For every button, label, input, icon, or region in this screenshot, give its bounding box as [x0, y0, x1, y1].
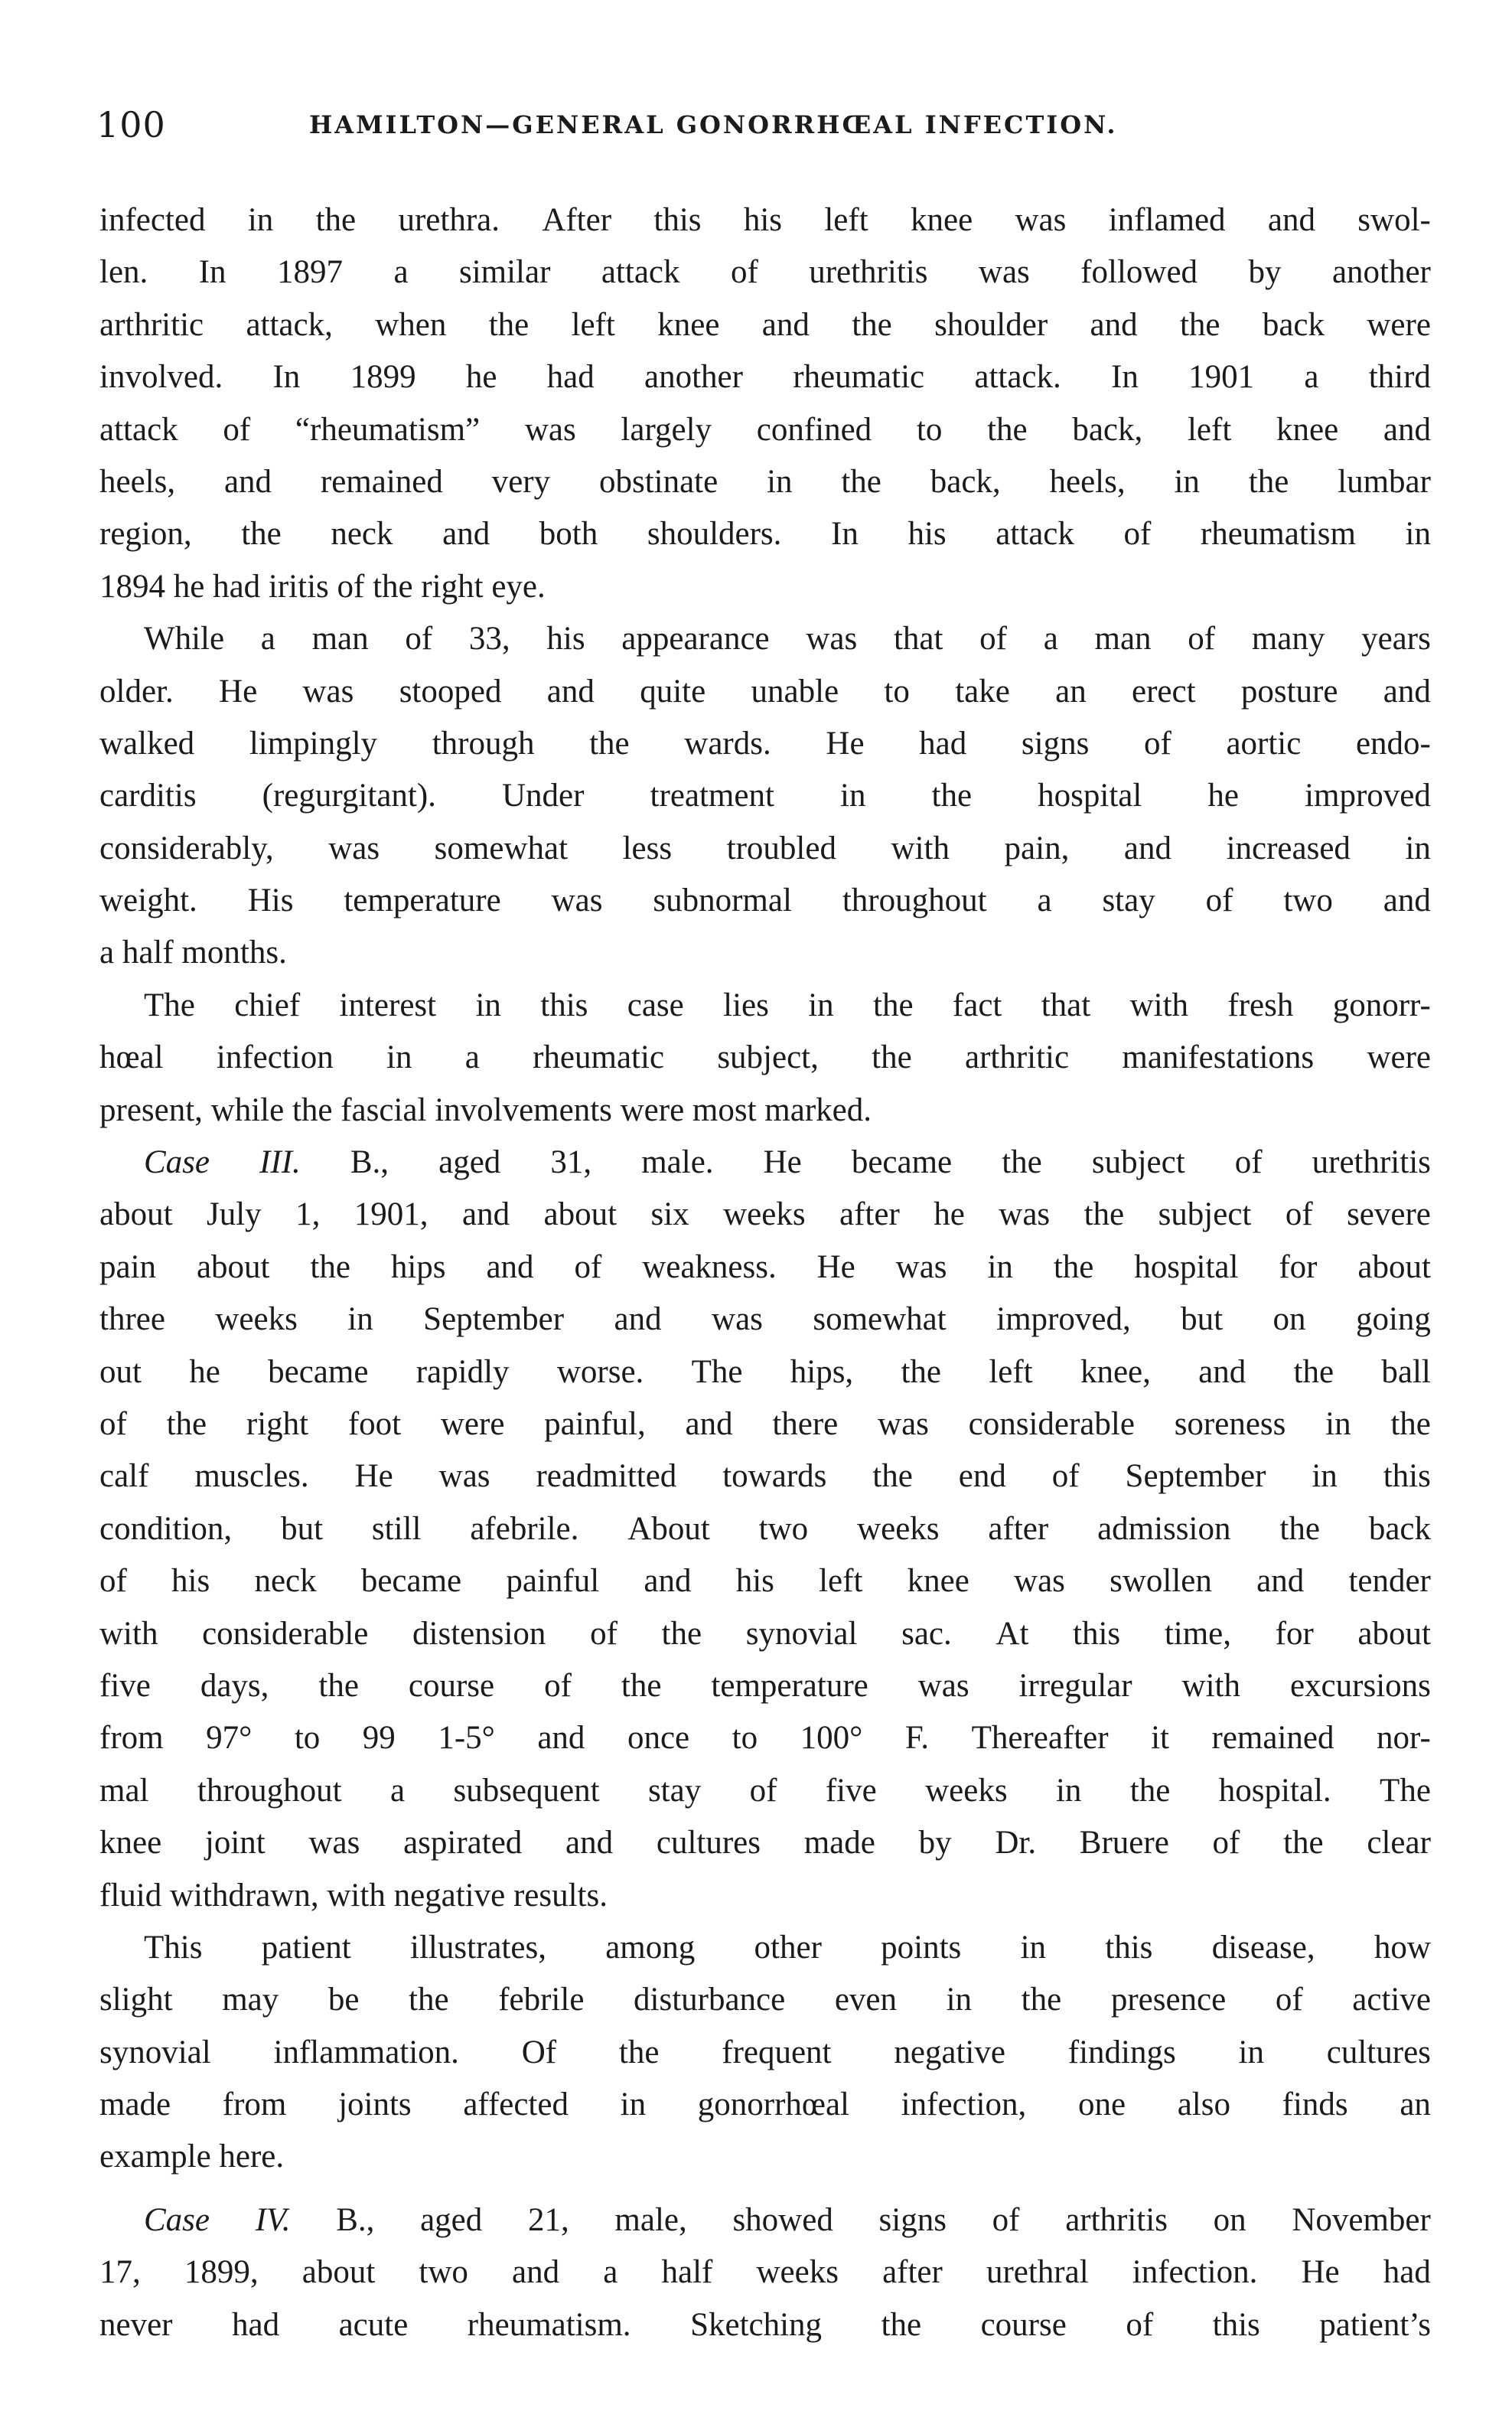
text-line: synovial inflammation. Of the frequent negative findings in cultures [99, 2034, 1431, 2070]
text-line: mal throughout a subsequent stay of five weeks in the hospital. The [99, 1772, 1431, 1809]
text-line: 1894 he had iritis of the right eye. [99, 568, 546, 605]
text-line: considerably, was somewhat less troubled with pain, and increased in [99, 830, 1431, 866]
text-line: heels, and remained very obstinate in the back, heels, in the lumbar [99, 463, 1431, 500]
text-line: While a man of 33, his appearance was that of a man of many years [144, 621, 1431, 657]
text-line: attack of “rheumatism” was largely confined to the back, left knee and [99, 411, 1431, 448]
text-line: condition, but still afebrile. About two weeks after admission the back [99, 1510, 1431, 1547]
text-line: calf muscles. He was readmitted towards the end of September in this [99, 1458, 1431, 1495]
text-line: walked limpingly through the wards. He had signs of aortic endo- [99, 725, 1431, 762]
text-line: infected in the urethra. After this his left knee was inflamed and swol- [99, 202, 1431, 238]
text-line: of his neck became painful and his left knee was swollen and tender [99, 1563, 1431, 1600]
text-line: of the right foot were painful, and there was considerable soreness in the [99, 1405, 1431, 1442]
text-line: Case IV. B., aged 21, male, showed signs of arthritis on November [144, 2201, 1431, 2238]
text-line: made from joints affected in gonorrhœal infection, one also finds an [99, 2087, 1431, 2123]
text-line: This patient illustrates, among other points in this disease, how [144, 1929, 1431, 1966]
text-line: region, the neck and both shoulders. In his attack of rheumatism in [99, 516, 1431, 553]
text-line: knee joint was aspirated and cultures made by Dr. Bruere of the clear [99, 1825, 1431, 1861]
text-line: The chief interest in this case lies in the fact that with fresh gonorr- [144, 987, 1431, 1023]
paragraph [99, 194, 1431, 613]
text-line: five days, the course of the temperature was irregular with excursions [99, 1667, 1431, 1704]
text-line: example here. [99, 2139, 285, 2175]
text-line: len. In 1897 a similar attack of urethritis was followed by another [99, 254, 1431, 291]
page-header [0, 104, 1512, 158]
text-line: from 97° to 99 1-5° and once to 100° F. Thereafter it remained nor- [99, 1720, 1431, 1757]
paragraph [99, 1922, 1431, 2184]
text-line: about July 1, 1901, and about six weeks after he was the subject of severe [99, 1196, 1431, 1233]
text-line: present, while the fascial involvements were most marked. [99, 1091, 872, 1128]
paragraph [99, 613, 1431, 980]
text-line: out he became rapidly worse. The hips, the left knee, and the ball [99, 1353, 1431, 1390]
paragraph [99, 980, 1431, 1137]
text-line: arthritic attack, when the left knee and the shoulder and the back were [99, 306, 1431, 343]
paragraph [99, 2194, 1431, 2351]
running-head: HAMILTON—GENERAL GONORRHŒAL INFECTION. [309, 110, 1118, 139]
text-line: weight. His temperature was subnormal throughout a stay of two and [99, 883, 1431, 919]
text-line: slight may be the febrile disturbance even in the presence of active [99, 1982, 1431, 2018]
text-line: Case III. B., aged 31, male. He became the subject of urethritis [144, 1144, 1431, 1181]
text-line: carditis (regurgitant). Under treatment in the hospital he improved [99, 778, 1431, 814]
text-line: a half months. [99, 935, 287, 971]
page-number: 100 [96, 104, 166, 145]
text-line: pain about the hips and of weakness. He was in the hospital for about [99, 1248, 1431, 1285]
text-line: three weeks in September and was somewhat improved, but on going [99, 1301, 1431, 1338]
paragraph [99, 1137, 1431, 1922]
text-line: 17, 1899, about two and a half weeks after urethral infection. He had [99, 2254, 1431, 2291]
text-line: with considerable distension of the synovial sac. At this time, for about [99, 1615, 1431, 1652]
text-line: never had acute rheumatism. Sketching the course of this patient’s [99, 2306, 1431, 2343]
text-line: hœal infection in a rheumatic subject, the arthritic manifestations were [99, 1039, 1431, 1076]
text-line: older. He was stooped and quite unable to take an erect posture and [99, 673, 1431, 710]
paragraph-gap [99, 2184, 1431, 2194]
text-line: fluid withdrawn, with negative results. [99, 1877, 608, 1914]
body-text [99, 194, 1431, 2351]
text-line: involved. In 1899 he had another rheumatic attack. In 1901 a third [99, 359, 1431, 396]
